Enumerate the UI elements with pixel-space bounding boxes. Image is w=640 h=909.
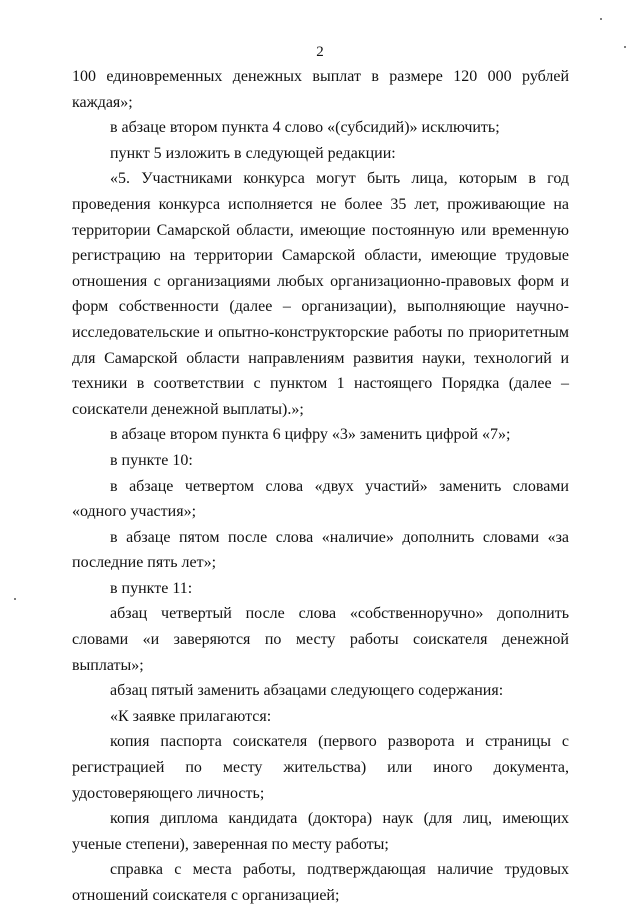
scan-speck bbox=[14, 598, 16, 600]
paragraph-10: абзац четвертый после слова «собственноручно» дополнить словами «и заверяются по месту работы соискателя денежной выплаты»; bbox=[72, 605, 569, 674]
paragraph-6: в пункте 10: bbox=[110, 451, 193, 469]
document-body bbox=[72, 64, 569, 909]
scan-speck bbox=[624, 46, 626, 48]
paragraph-3: пункт 5 изложить в следующей редакции: bbox=[110, 144, 396, 162]
paragraph-11: абзац пятый заменить абзацами следующего содержания: bbox=[110, 682, 504, 700]
page-number: 2 bbox=[316, 44, 324, 60]
paragraph-14: копия диплома кандидата (доктора) наук (для лиц, имеющих ученые степени), заверенная по месту работы; bbox=[72, 810, 569, 853]
paragraph-4: «5. Участниками конкурса могут быть лица, которым в год проведения конкурса исполняется не более 35 лет, проживающие на территории Самарской области, имеющие постоянную или временную регистрацию на территории Самарской области, имеющие трудовые отношения с организациями любых организационно-правовых форм и форм собственности (далее – организации), выполняющие научно-исследовательские и опытно-конструкторские работы по приоритетным для Самарской области направлениям развития науки, технологий и техники в соответствии с пунктом 1 настоящего Порядка (далее – соискатели денежной выплаты).»; bbox=[72, 170, 569, 418]
paragraph-12: «К заявке прилагаются: bbox=[110, 707, 272, 725]
paragraph-13: копия паспорта соискателя (первого разворота и страницы с регистрацией по месту жительства) или иного документа, удостоверяющего личность; bbox=[72, 733, 569, 802]
paragraph-15: справка с места работы, подтверждающая наличие трудовых отношений соискателя с организацией; bbox=[72, 861, 569, 904]
paragraph-9: в пункте 11: bbox=[110, 579, 193, 597]
paragraph-2: в абзаце втором пункта 4 слово «(субсидий)» исключить; bbox=[110, 119, 500, 137]
paragraph-7: в абзаце четвертом слова «двух участий» заменить словами «одного участия»; bbox=[72, 477, 569, 521]
paragraph-5: в абзаце втором пункта 6 цифру «3» заменить цифрой «7»; bbox=[110, 426, 511, 444]
paragraph-1: 100 единовременных денежных выплат в размере 120 000 рублей каждая»; bbox=[72, 68, 569, 111]
paragraph-8: в абзаце пятом после слова «наличие» дополнить словами «за последние пять лет»; bbox=[72, 528, 569, 572]
scan-speck bbox=[600, 18, 602, 20]
